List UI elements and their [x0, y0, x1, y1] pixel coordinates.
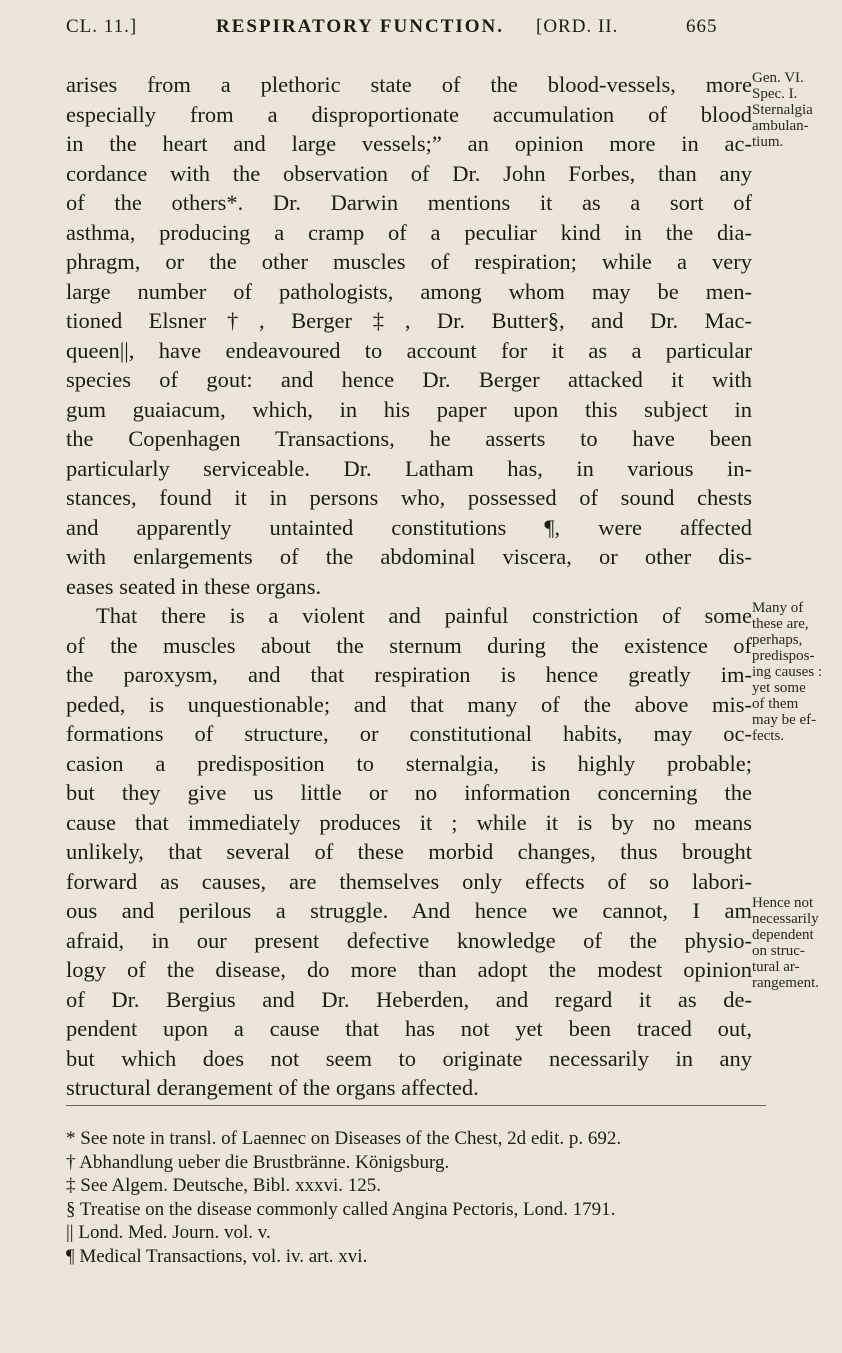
margin-note-causes: [752, 600, 842, 744]
text-line: but they give us little or no information concerning the: [66, 780, 752, 805]
text-line: logy of the disease, do more than adopt the modest opinion: [66, 957, 752, 982]
margin-note-line: fects.: [752, 728, 785, 744]
running-title: RESPIRATORY FUNCTION.: [216, 16, 505, 37]
margin-note-structure: [752, 895, 842, 991]
text-line: cordance with the observation of Dr. John Forbes, than any: [66, 160, 752, 186]
text-line: pendent upon a cause that has not yet been traced out,: [66, 1016, 752, 1041]
section-label: [ORD. II.: [536, 16, 619, 37]
page-number: 665: [686, 16, 718, 37]
text-line: unlikely, that several of these morbid changes, thus brought: [66, 839, 752, 864]
margin-note-line: Spec. I.: [752, 86, 798, 102]
margin-note-line: predispos-: [752, 648, 815, 664]
margin-note-line: Gen. VI.: [752, 70, 804, 86]
text-line: formations of structure, or constitutional habits, may oc-: [66, 721, 752, 746]
text-line: forward as causes, are themselves only effects of so labori-: [66, 868, 752, 894]
text-line: peded, is unquestionable; and that many of the above mis-: [66, 691, 752, 717]
margin-note-genus: [752, 70, 842, 150]
margin-note-line: Hence not: [752, 895, 814, 911]
margin-note-line: dependent: [752, 927, 814, 943]
text-line: species of gout: and hence Dr. Berger attacked it with: [66, 367, 752, 392]
text-line: arises from a plethoric state of the blood-vessels, more: [66, 72, 752, 97]
body-text: [66, 70, 752, 1103]
text-line: the paroxysm, and that respiration is hence greatly im-: [66, 662, 752, 687]
text-line: tioned Elsner†, Berger‡, Dr. Butter§, and Dr. Mac-: [66, 308, 752, 333]
text-line: cause that immediately produces it ; while it is by no means: [66, 809, 752, 835]
margin-note-line: necessarily: [752, 911, 819, 927]
text-line: stances, found it in persons who, possessed of sound chests: [66, 485, 752, 510]
margin-note-line: may be ef-: [752, 712, 817, 728]
text-line: afraid, in our present defective knowledge of the physio-: [66, 927, 752, 953]
margin-note-line: on struc-: [752, 943, 805, 959]
margin-note-line: of them: [752, 696, 799, 712]
text-line: of the others*. Dr. Darwin mentions it as a sort of: [66, 190, 752, 215]
text-line: asthma, producing a cramp of a peculiar kind in the dia-: [66, 219, 752, 245]
text-line: in the heart and large vessels;” an opinion more in ac-: [66, 131, 752, 156]
margin-note-line: ing causes :: [752, 664, 822, 680]
margin-note-line: Sternalgia: [752, 102, 813, 118]
text-line: large number of pathologists, among whom may be men-: [66, 278, 752, 304]
footnotes: [66, 1127, 766, 1268]
footnote: ¶ Medical Transactions, vol. iv. art. xvi.: [66, 1245, 368, 1267]
text-line: gum guaiacum, which, in his paper upon this subject in: [66, 396, 752, 422]
footnote: ‡ See Algem. Deutsche, Bibl. xxxvi. 125.: [66, 1175, 382, 1196]
text-line: and apparently untainted constitutions ¶, were affected: [66, 514, 752, 540]
text-line: especially from a disproportionate accumulation of blood: [66, 101, 752, 127]
footnote: || Lond. Med. Journ. vol. v.: [66, 1222, 271, 1243]
footnote: * See note in transl. of Laennec on Diseases of the Chest, 2d edit. p. 692.: [66, 1128, 622, 1149]
text-line: eases seated in these organs.: [66, 573, 322, 599]
text-line: phragm, or the other muscles of respiration; while a very: [66, 249, 752, 274]
text-line: the Copenhagen Transactions, he asserts to have been: [66, 426, 752, 451]
margin-note-line: yet some: [752, 680, 806, 696]
chapter-label: CL. 11.]: [66, 16, 138, 37]
text-line: queen||, have endeavoured to account for it as a particular: [66, 337, 752, 363]
margin-note-line: tium.: [752, 134, 784, 150]
text-line: of the muscles about the sternum during the existence of: [66, 632, 752, 658]
margin-note-line: ambulan-: [752, 118, 809, 134]
text-line: structural derangement of the organs affected.: [66, 1075, 479, 1100]
text-line: with enlargements of the abdominal viscera, or other dis-: [66, 544, 752, 569]
margin-note-line: tural ar-: [752, 959, 800, 975]
running-header: [66, 16, 766, 46]
text-line: ous and perilous a struggle. And hence we cannot, I am: [66, 898, 752, 923]
margin-note-line: rangement.: [752, 975, 820, 991]
footnote: § Treatise on the disease commonly called Angina Pectoris, Lond. 1791.: [66, 1198, 616, 1220]
text-line: but which does not seem to originate necessarily in any: [66, 1045, 752, 1071]
footnote-divider: [66, 1105, 766, 1106]
footnote: † Abhandlung ueber die Brustbränne. Königsburg.: [66, 1151, 450, 1173]
text-line: particularly serviceable. Dr. Latham has, in various in-: [66, 455, 752, 481]
margin-note-line: perhaps,: [752, 632, 803, 648]
text-line: casion a predisposition to sternalgia, is highly probable;: [66, 750, 752, 776]
text-line: of Dr. Bergius and Dr. Heberden, and regard it as de-: [66, 986, 752, 1012]
margin-note-line: Many of: [752, 600, 804, 616]
text-line: That there is a violent and painful constriction of some: [96, 603, 752, 628]
margin-note-line: these are,: [752, 616, 809, 632]
